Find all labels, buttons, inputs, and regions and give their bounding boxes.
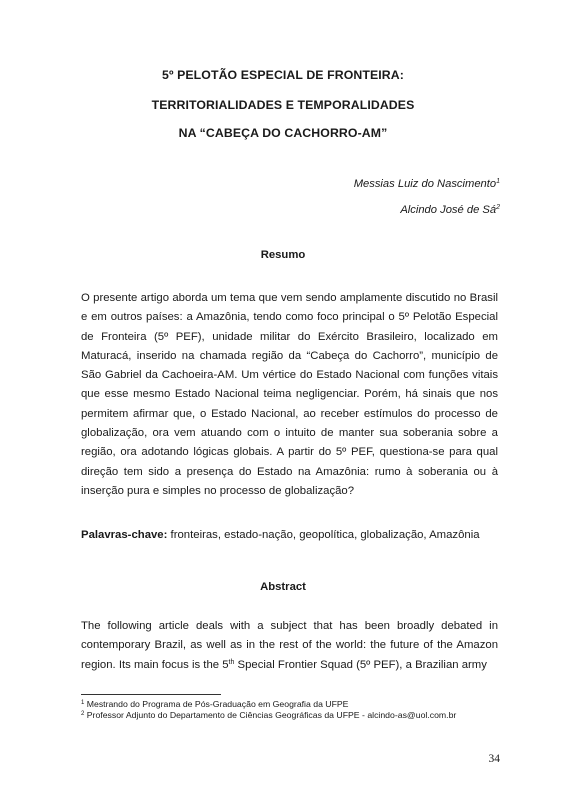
footnote-2: [81, 710, 521, 721]
footnote-2-text: Professor Adjunto do Departamento de Ciências Geográficas da UFPE - alcindo-as@uol.com.br: [84, 710, 457, 720]
footnote-2-mark: 2: [81, 711, 85, 717]
page-number: 34: [488, 753, 500, 765]
abstract-superscript: th: [228, 658, 235, 666]
footnote-1-text: Mestrando do Programa de Pós-Graduação em Geografia da UFPE: [84, 699, 349, 709]
author-1: [354, 178, 500, 190]
keywords-line: [81, 527, 498, 543]
abstract-text-start: The following article deals with a subject that has been broadly debated in contemporary Brazil, as well as in the rest of the world: the future of the Amazon region. Its main focus is the 5: [81, 620, 498, 671]
author-1-name: Messias Luiz do Nascimento: [353, 178, 497, 190]
resumo-heading: Resumo: [260, 249, 306, 261]
abstract-heading: Abstract: [260, 581, 306, 593]
title-line-3: NA “CABEÇA DO CACHORRO-AM”: [178, 126, 388, 140]
author-2-name: Alcindo José de Sá: [400, 204, 497, 216]
author-2-footnote-mark: 2: [496, 204, 500, 211]
footnote-1-mark: 1: [81, 700, 85, 706]
author-2: [400, 204, 500, 216]
keywords-label: Palavras-chave:: [81, 529, 168, 541]
author-1-footnote-mark: 1: [496, 178, 500, 185]
resumo-paragraph: O presente artigo aborda um tema que vem sendo amplamente discutido no Brasil e em outros países: a Amazônia, tendo como foco principal o 5º Pelotão Especial de Fronteira (5º PEF), unidade militar do Exército Brasileiro, localizado em Maturacá, inserido na chamada região da “Cabeça do Cachorro”, município de São Gabriel da Cachoeira-AM. Um vértice do Estado Nacional com funções vitais que esse mesmo Estado Nacional teima negligenciar. Porém, há sinais que nos permitem afirmar que, o Estado Nacional, ao receber estímulos do processo de globalização, ora vem atuando com o intuito de manter sua soberania sobre a região, ora adotando lógicas globais. A partir do 5º PEF, questiona-se para qual direção tem sido a presença do Estado na Amazônia: rumo à soberania ou à inserção pura e simples no processo de globalização?: [81, 292, 498, 497]
title-line-1: 5º PELOTÃO ESPECIAL DE FRONTEIRA:: [162, 68, 404, 82]
keywords-text: fronteiras, estado-nação, geopolítica, globalização, Amazônia: [167, 529, 480, 541]
footnote-1: [81, 699, 521, 710]
footnote-separator: [81, 694, 221, 695]
abstract-paragraph: [81, 617, 498, 675]
abstract-text-end: Special Frontier Squad (5º PEF), a Brazilian army: [234, 658, 487, 671]
title-line-2: TERRITORIALIDADES E TEMPORALIDADES: [151, 98, 415, 112]
